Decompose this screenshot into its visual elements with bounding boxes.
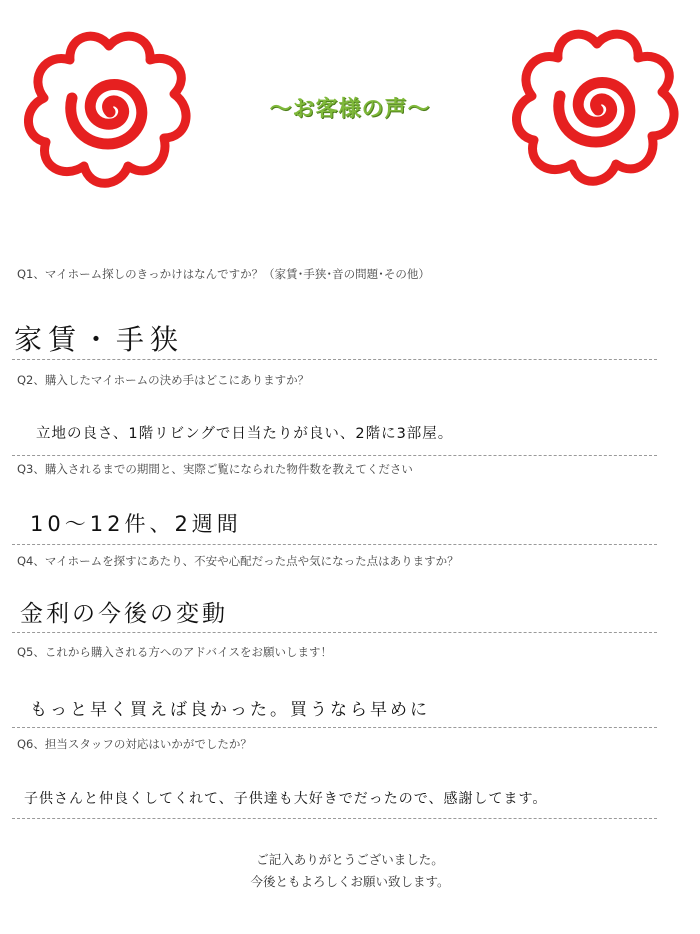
question-1: Q1、マイホーム探しのきっかけはなんですか？（家賃･手狭･音の問題･その他） (17, 267, 430, 281)
answer-line-3 (12, 544, 657, 545)
answer-6: 子供さんと仲良くしてくれて、子供達も大好きでだったので、感謝してます。 (24, 791, 548, 807)
question-4: Q4、マイホームを探すにあたり、不安や心配だった点や気になった点はありますか？ (17, 554, 459, 568)
answer-line-2 (12, 455, 657, 456)
footer-closing: 今後ともよろしくお願い致します。 (250, 874, 450, 889)
page-title: 〜お客様の声〜 (269, 97, 431, 122)
question-2: Q2、購入したマイホームの決め手はどこにありますか？ (17, 373, 310, 387)
question-5: Q5、これから購入される方へのアドバイスをお願いします！ (17, 645, 333, 659)
footer-thanks: ご記入ありがとうございました。 (256, 852, 444, 867)
answer-5: もっと早く買えば良かった。買うなら早めに (30, 700, 430, 720)
answer-line-5 (12, 727, 657, 728)
question-6: Q6、担当スタッフの対応はいかがでしたか？ (17, 737, 252, 751)
answer-line-1 (12, 359, 657, 360)
question-3: Q3、購入されるまでの期間と、実際ご覧になられた物件数を教えてください (17, 462, 413, 476)
answer-1: 家賃・手狭 (14, 323, 185, 356)
answer-2: 立地の良さ、1階リビングで日当たりが良い、2階に3部屋。 (36, 426, 454, 442)
answer-line-6 (12, 818, 657, 819)
answer-line-4 (12, 632, 657, 633)
answer-4: 金利の今後の変動 (20, 601, 228, 627)
answer-3: 10～12件、2週間 (30, 512, 242, 536)
